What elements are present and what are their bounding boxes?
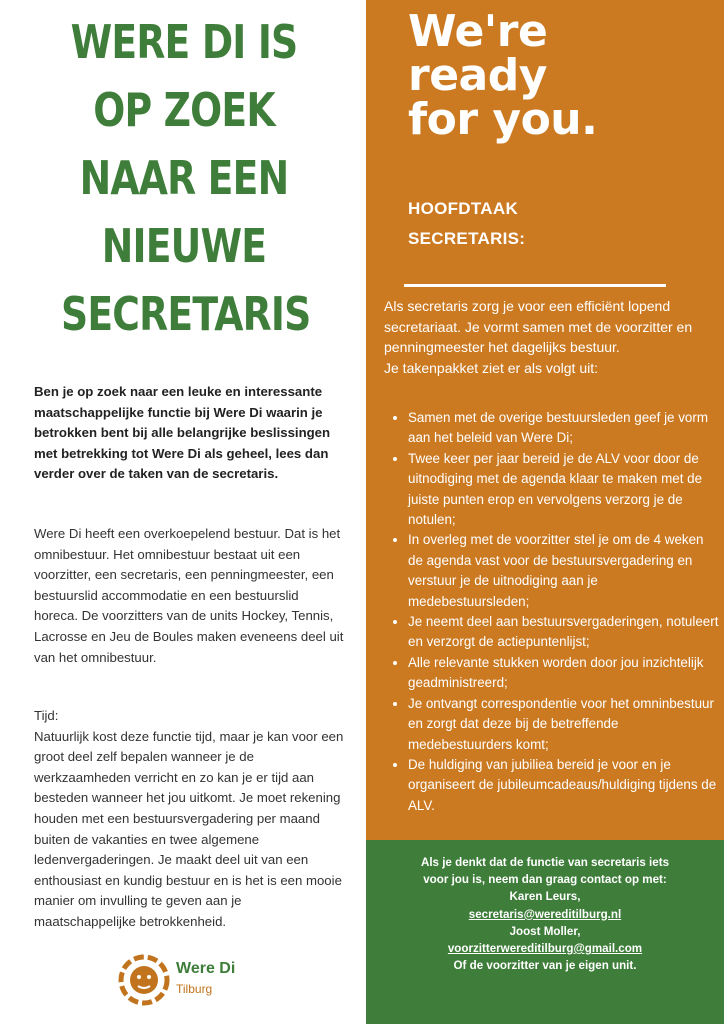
logo-city: Tilburg [176,982,213,996]
list-item: • Je ontvangt correspondentie voor het omninbestuur en zorgt dat deze bij de betreffende medebestuurders komt; [408,694,720,755]
headline-line: NAAR EEN [79,151,289,205]
list-item: • Samen met de overige bestuursleden geef je vorm aan het beleid van Were Di; [408,408,720,449]
list-item: • Twee keer per jaar bereid je de ALV voor door de uitnodiging met de agenda klaar te maken met de juiste punten erop en vervolgens verzorg je de notulen; [408,449,720,531]
contact-name: Karen Leurs, [509,890,581,904]
secretaris-intro-text: Als secretaris zorg je voor een efficiënt lopend secretariaat. Je vormt samen met de voorzitter en penningmeester het dagelijks bestuur. [384,298,693,355]
omnibestuur-paragraph: Were Di heeft een overkoepelend bestuur. Dat is het omnibestuur. Het omnibestuur bestaat uit een voorzitter, een secretaris, een penningmeester, een bestuurslid accommodatie en een bestuurslid horeca. De voorzitters van de units Hockey, Tennis, Lacrosse en Jeu de Boules maken eveneens deel uit van het omnibestuur. [34,526,344,665]
secretaris-intro [384,296,714,378]
list-item: • De huldiging van jubiliea bereid je voor en je organiseert de jubileumcadeaus/huldiging tijdens de ALV. [408,755,720,816]
headline [61,8,311,348]
tagline-line: for you. [408,94,598,145]
list-item: • In overleg met de voorzitter stel je om de 4 weken de agenda vast voor de bestuursvergadering en verstuur je de uitnodiging aan je medebestuursleden; [408,530,720,612]
headline-line: OP ZOEK [93,83,275,137]
intro-paragraph: Ben je op zoek naar een leuke en interessante maatschappelijke functie bij Were Di waarin je betrokken bent bij alle belangrijke beslissingen met betrekking tot Were Di als geheel, lees dan verder over de taken van de secretaris. [34,384,331,481]
contact-text [386,854,704,974]
lion-icon [118,954,170,1006]
right-column-top [366,0,724,284]
list-item: • Je neemt deel aan bestuursvergaderingen, notuleert en verzorgt de actiepuntenlijst; [408,612,720,653]
headline-line: WERE DI IS [70,15,298,69]
logo-name: Were Di [176,960,236,977]
contact-line: voor jou is, neem dan graag contact op met: [423,873,667,887]
tijd-section [34,706,346,933]
headline-line: SECRETARIS [61,287,311,341]
contact-closing: Of de voorzitter van je eigen unit. [453,959,637,973]
subheading: HOOFDTAAK SECRETARIS: [408,199,526,248]
tijd-paragraph: Natuurlijk kost deze functie tijd, maar je kan voor een groot deel zelf bepalen wanneer je de werkzaamheden verricht en zo kan je er tijd aan besteden wanneer het jou uitkomt. Je moet rekening houden met een bestuursvergadering per maand buiten de vakanties en twee algemene ledenvergaderingen. Je maakt deel uit van een enthousiast en kundig bestuur en is het is een mooie manier om invulling te geven aan je maatschappelijke betrokkenheid. [34,728,344,929]
right-column-body [366,284,724,840]
tagline [408,6,598,145]
contact-box [366,840,724,1024]
tagline-line: ready [408,50,547,101]
tijd-label: Tijd: [34,708,59,723]
contact-name: Joost Moller, [509,924,581,938]
headline-line: NIEUWE [101,219,267,273]
task-list [390,408,720,816]
contact-line: Als je denkt dat de functie van secretaris iets [420,856,670,869]
were-di-logo [118,952,238,1012]
tagline-line: We're [408,6,548,57]
email-link-voorzitter[interactable]: voorzitterwereditilburg@gmail.com [447,942,643,956]
email-link-secretaris[interactable]: secretaris@wereditilburg.nl [468,907,622,921]
tasks-intro: Je takenpakket ziet er als volgt uit: [384,359,598,376]
divider-rule [404,284,666,287]
list-item: • Alle relevante stukken worden door jou inzichtelijk geadministreerd; [408,653,720,694]
